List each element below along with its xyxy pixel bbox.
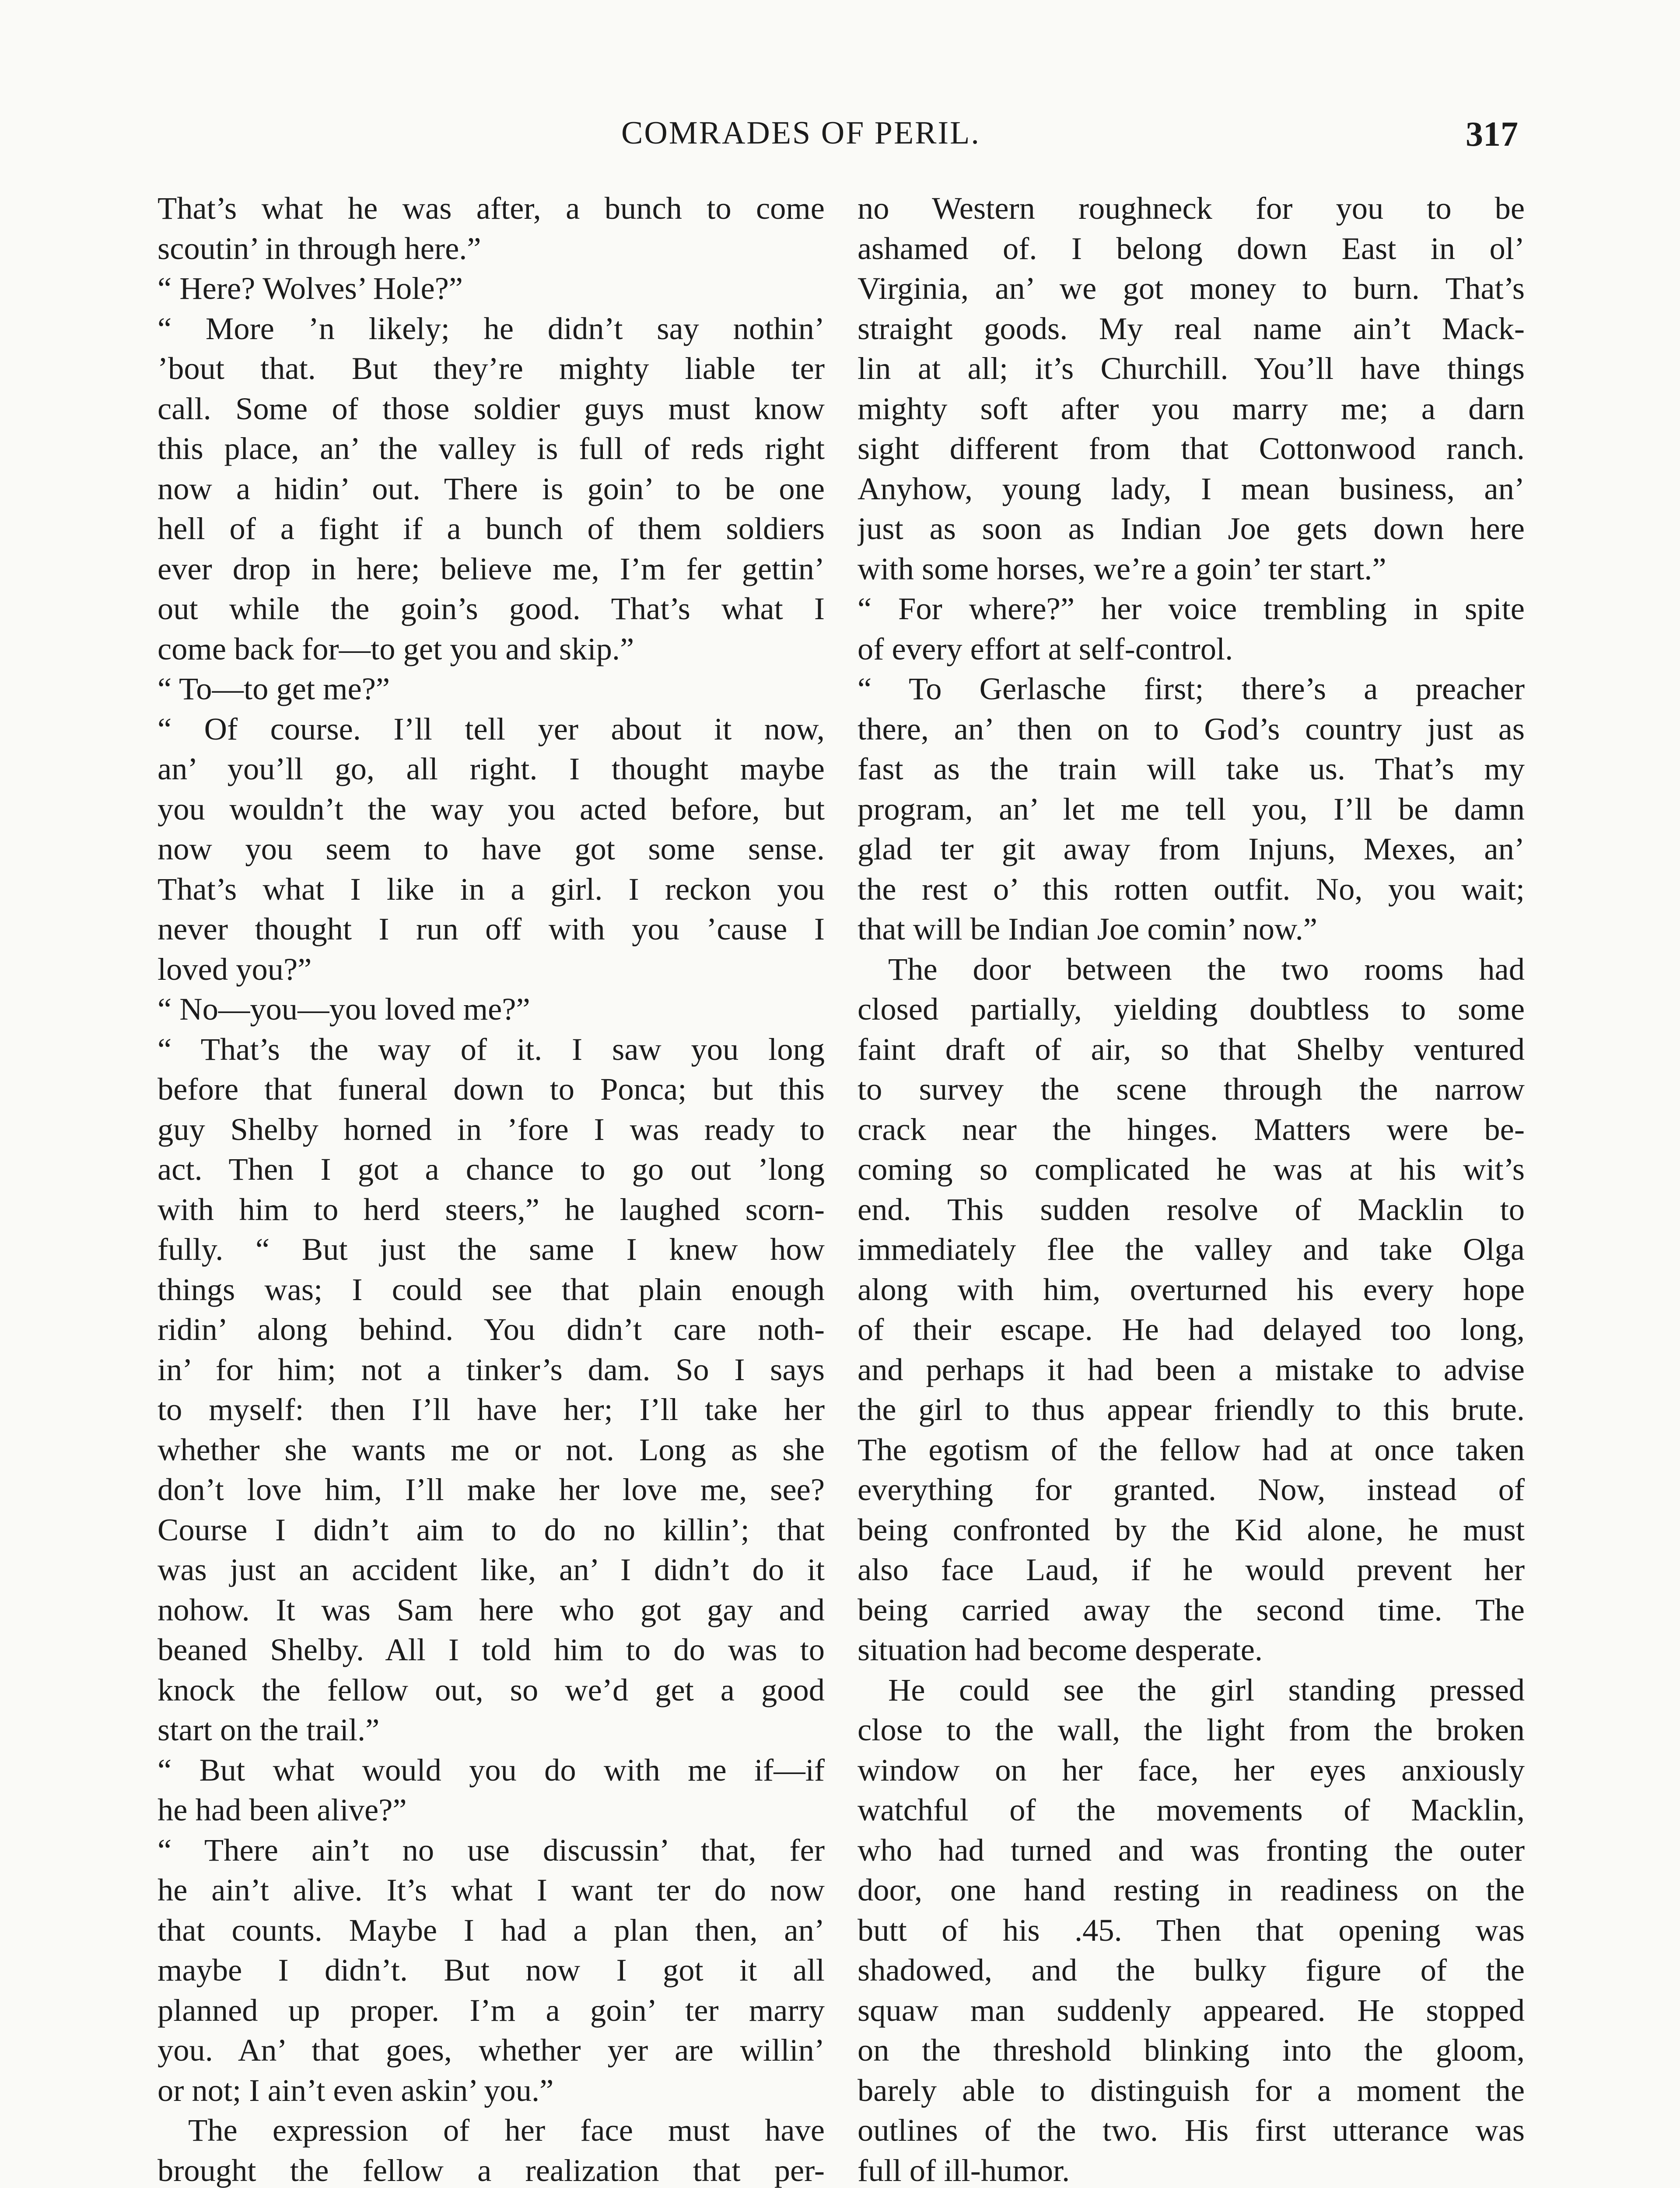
text-line: just as soon as Indian Joe gets down here (858, 511, 1525, 546)
text-line: to myself: then I’ll have her; I’ll take her (158, 1392, 825, 1427)
text-line: “ That’s the way of it. I saw you long (158, 1031, 825, 1067)
text-line: Anyhow, young lady, I mean business, an’ (858, 470, 1525, 506)
text-line: shadowed, and the bulky figure of the (858, 1952, 1525, 1988)
text-line: planned up proper. I’m a goin’ ter marry (158, 1992, 825, 2028)
text-line: beaned Shelby. All I told him to do was to (158, 1632, 825, 1667)
text-line: knock the fellow out, so we’d get a good (158, 1672, 825, 1708)
text-line: things was; I could see that plain enough (158, 1271, 825, 1307)
text-line: sight different from that Cottonwood ranch. (858, 431, 1525, 466)
text-line: maybe I didn’t. But now I got it all (158, 1952, 825, 1988)
text-line: The egotism of the fellow had at once taken (858, 1431, 1525, 1467)
text-line: with him to herd steers,” he laughed scorn- (158, 1191, 825, 1227)
text-line: start on the trail.” (158, 1712, 380, 1747)
text-line: He could see the girl standing pressed (888, 1672, 1525, 1708)
text-line: outlines of the two. His first utterance was (858, 2112, 1525, 2148)
text-line: glad ter git away from Injuns, Mexes, an’ (858, 831, 1525, 866)
text-line: straight goods. My real name ain’t Mack- (858, 310, 1525, 346)
text-line: ’bout that. But they’re mighty liable ter (158, 351, 825, 386)
text-line: he had been alive?” (158, 1792, 407, 1827)
text-line: brought the fellow a realization that per- (158, 2152, 825, 2188)
text-line: come back for—to get you and skip.” (158, 631, 634, 666)
text-line: butt of his .45. Then that opening was (858, 1912, 1525, 1948)
text-line: whether she wants me or not. Long as she (158, 1431, 825, 1467)
text-line: the girl to thus appear friendly to this brute. (858, 1392, 1525, 1427)
text-line: ashamed of. I belong down East in ol’ (858, 230, 1525, 266)
text-line: watchful of the movements of Macklin, (858, 1792, 1525, 1827)
text-line: hell of a fight if a bunch of them soldiers (158, 511, 825, 546)
text-line: with some horses, we’re a goin’ ter start.” (858, 551, 1386, 586)
text-line: now you seem to have got some sense. (158, 831, 825, 866)
text-line: fully. “ But just the same I knew how (158, 1231, 825, 1267)
text-line: don’t love him, I’ll make her love me, see? (158, 1472, 825, 1507)
text-line: door, one hand resting in readiness on the (858, 1872, 1525, 1907)
text-line: crack near the hinges. Matters were be- (858, 1111, 1525, 1147)
running-title: COMRADES OF PERIL. (621, 115, 980, 151)
text-line: before that funeral down to Ponca; but this (158, 1071, 825, 1107)
text-line: immediately flee the valley and take Olga (858, 1231, 1525, 1267)
text-line: of every effort at self-control. (858, 631, 1233, 666)
text-line: to survey the scene through the narrow (858, 1071, 1525, 1107)
text-line: on the threshold blinking into the gloom, (858, 2032, 1525, 2068)
text-line: act. Then I got a chance to go out ’long (158, 1151, 825, 1187)
text-line: being confronted by the Kid alone, he must (858, 1511, 1525, 1547)
text-line: lin at all; it’s Churchill. You’ll have things (858, 351, 1525, 386)
text-line: situation had become desperate. (858, 1632, 1263, 1667)
text-line: the rest o’ this rotten outfit. No, you wait; (858, 871, 1525, 907)
text-line: in’ for him; not a tinker’s dam. So I says (158, 1351, 825, 1387)
text-line: being carried away the second time. The (858, 1592, 1525, 1627)
text-line: ridin’ along behind. You didn’t care noth- (158, 1311, 825, 1347)
text-line: that will be Indian Joe comin’ now.” (858, 911, 1317, 947)
text-line: scoutin’ in through here.” (158, 230, 481, 266)
text-line: That’s what he was after, a bunch to come (158, 190, 825, 226)
text-line: program, an’ let me tell you, I’ll be damn (858, 791, 1525, 827)
running-head (621, 115, 1518, 163)
left-text-column (158, 188, 825, 2188)
text-line: mighty soft after you marry me; a darn (858, 390, 1525, 426)
text-line: “ More ’n likely; he didn’t say nothin’ (158, 310, 825, 346)
text-line: close to the wall, the light from the broken (858, 1712, 1525, 1747)
text-line: you wouldn’t the way you acted before, but (158, 791, 825, 827)
text-line: no Western roughneck for you to be (858, 190, 1525, 226)
text-line: window on her face, her eyes anxiously (858, 1752, 1525, 1788)
text-line: never thought I run off with you ’cause I (158, 911, 825, 947)
text-line: or not; I ain’t even askin’ you.” (158, 2072, 554, 2108)
text-line: “ Here? Wolves’ Hole?” (158, 270, 463, 306)
text-line: now a hidin’ out. There is goin’ to be one (158, 470, 825, 506)
text-line: there, an’ then on to God’s country just as (858, 711, 1525, 747)
text-line: “ To Gerlasche first; there’s a preacher (858, 671, 1525, 706)
text-line: an’ you’ll go, all right. I thought maybe (158, 751, 825, 786)
text-line: fast as the train will take us. That’s my (858, 751, 1525, 786)
text-line: and perhaps it had been a mistake to advise (858, 1351, 1525, 1387)
page-number: 317 (1466, 115, 1518, 154)
text-line: of their escape. He had delayed too long, (858, 1311, 1525, 1347)
text-line: “ To—to get me?” (158, 671, 390, 706)
text-line: end. This sudden resolve of Macklin to (858, 1191, 1525, 1227)
text-line: also face Laud, if he would prevent her (858, 1552, 1525, 1587)
text-line: call. Some of those soldier guys must know (158, 390, 825, 426)
text-line: The expression of her face must have (188, 2112, 825, 2148)
text-line: he ain’t alive. It’s what I want ter do now (158, 1872, 825, 1907)
text-line: faint draft of air, so that Shelby ventured (858, 1031, 1525, 1067)
text-line: closed partially, yielding doubtless to some (858, 991, 1525, 1027)
text-line: that counts. Maybe I had a plan then, an’ (158, 1912, 825, 1948)
text-line: barely able to distinguish for a moment the (858, 2072, 1525, 2108)
text-line: ever drop in here; believe me, I’m fer gettin’ (158, 551, 825, 586)
text-line: this place, an’ the valley is full of reds right (158, 431, 825, 466)
text-line: full of ill-humor. (858, 2152, 1070, 2188)
text-line: “ For where?” her voice trembling in spite (858, 591, 1525, 626)
text-line: squaw man suddenly appeared. He stopped (858, 1992, 1525, 2028)
text-line: “ Of course. I’ll tell yer about it now, (158, 711, 825, 747)
right-text-column (858, 188, 1525, 2188)
text-line: “ There ain’t no use discussin’ that, fer (158, 1832, 825, 1868)
text-line: nohow. It was Sam here who got gay and (158, 1592, 825, 1627)
text-line: was just an accident like, an’ I didn’t do it (158, 1552, 825, 1587)
text-line: loved you?” (158, 951, 312, 987)
text-line: “ But what would you do with me if—if (158, 1752, 825, 1788)
text-line: guy Shelby horned in ’fore I was ready to (158, 1111, 825, 1147)
text-line: along with him, overturned his every hope (858, 1271, 1525, 1307)
text-line: out while the goin’s good. That’s what I (158, 591, 825, 626)
text-line: “ No—you—you loved me?” (158, 991, 530, 1027)
text-line: you. An’ that goes, whether yer are willin’ (158, 2032, 825, 2068)
text-line: That’s what I like in a girl. I reckon you (158, 871, 825, 907)
text-line: everything for granted. Now, instead of (858, 1472, 1525, 1507)
text-line: who had turned and was fronting the outer (858, 1832, 1525, 1868)
text-line: Course I didn’t aim to do no killin’; that (158, 1511, 825, 1547)
text-line: Virginia, an’ we got money to burn. That’s (858, 270, 1525, 306)
text-line: The door between the two rooms had (888, 951, 1525, 987)
text-line: coming so complicated he was at his wit’s (858, 1151, 1525, 1187)
